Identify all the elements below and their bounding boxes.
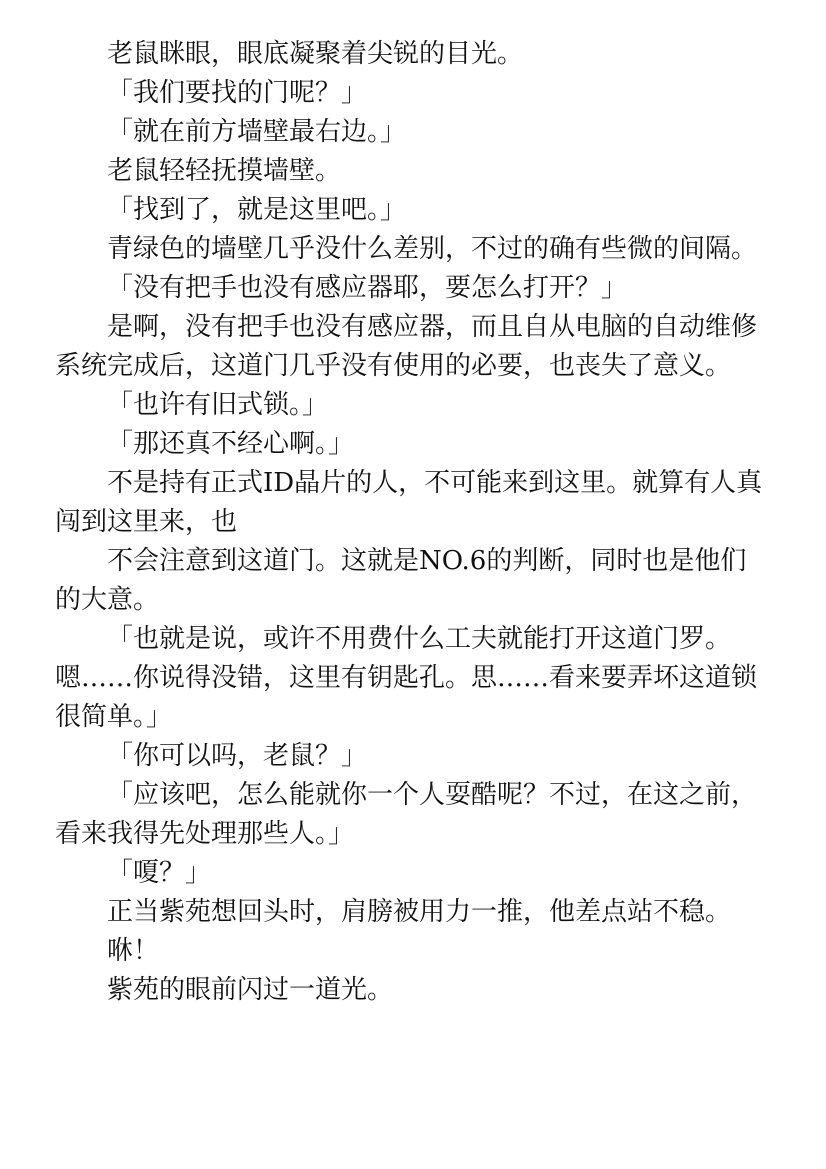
paragraph-9: 「也许有旧式锁。」 (107, 390, 329, 420)
paragraph-12: 不会注意到这道门。这就是NO.6的判断，同时也是他们的大意。 (55, 546, 747, 615)
paragraph-13: 「也就是说，或许不用费什么工夫就能打开这道门罗。嗯……你说得没错，这里有钥匙孔。思……看来要弄坏这道锁很简单。」 (55, 624, 758, 732)
paragraph-8: 是啊，没有把手也没有感应器，而且自从电脑的自动维修系统完成后，这道门几乎没有使用的必要，也丧失了意义。 (55, 312, 758, 381)
paragraph-5: 「找到了，就是这里吧。」 (107, 195, 407, 225)
page-body (55, 35, 771, 1010)
paragraph-15: 「应该吧，怎么能就你一个人耍酷呢？不过，在这之前，看来我得先处理那些人。」 (55, 780, 758, 849)
paragraph-14: 「你可以吗，老鼠？」 (107, 741, 368, 771)
paragraph-19: 紫苑的眼前闪过一道光。 (107, 975, 394, 1005)
paragraph-7: 「没有把手也没有感应器耶，要怎么打开？」 (107, 273, 628, 303)
paragraph-2: 「我们要找的门呢？」 (107, 78, 368, 108)
paragraph-10: 「那还真不经心啊。」 (107, 429, 355, 459)
paragraph-1: 老鼠眯眼，眼底凝聚着尖锐的目光。 (107, 39, 524, 69)
paragraph-3: 「就在前方墙壁最右边。」 (107, 117, 407, 147)
paragraph-18: 咻！ (107, 936, 160, 966)
paragraph-16: 「嗄？」 (107, 858, 212, 888)
paragraph-17: 正当紫苑想回头时，肩膀被用力一推，他差点站不稳。 (107, 897, 732, 927)
paragraph-11: 不是持有正式ID晶片的人，不可能来到这里。就算有人真闯到这里来，也 (55, 468, 763, 537)
paragraph-4: 老鼠轻轻抚摸墙壁。 (107, 156, 342, 186)
paragraph-6: 青绿色的墙壁几乎没什么差别，不过的确有些微的间隔。 (107, 234, 758, 264)
